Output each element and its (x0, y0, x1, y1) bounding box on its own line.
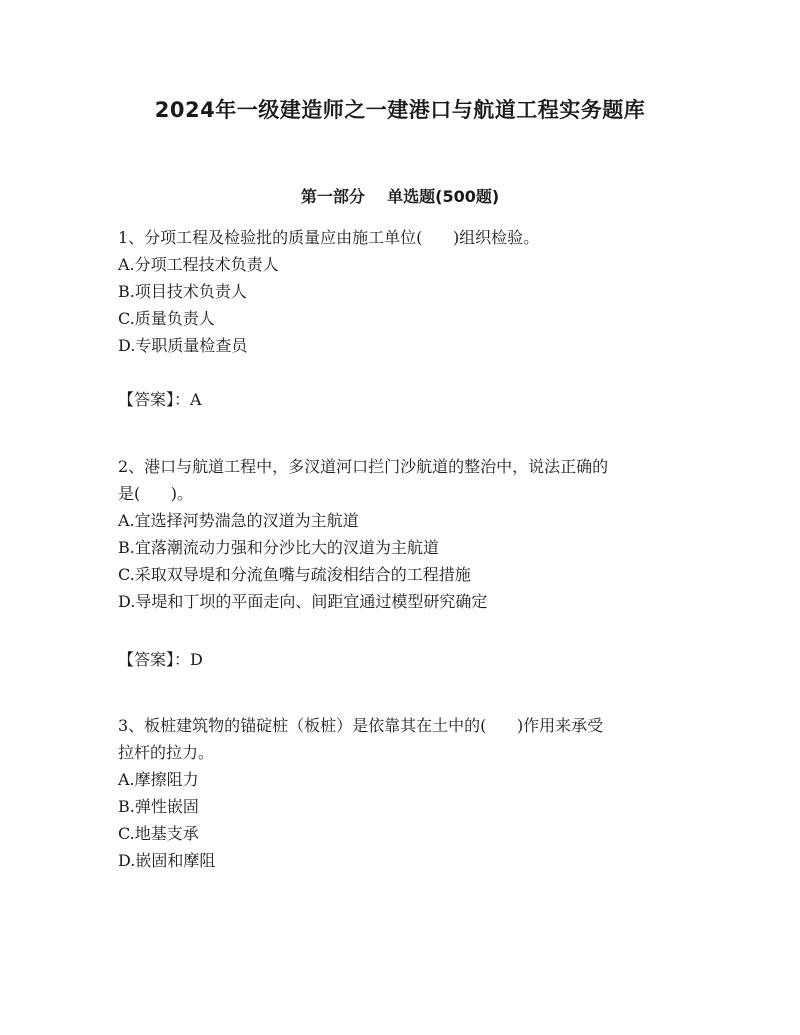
option-c: C.质量负责人 (118, 309, 215, 328)
question-3 (118, 712, 688, 874)
page-title: 2024年一级建造师之一建港口与航道工程实务题库 (154, 98, 646, 122)
option-c: C.采取双导堤和分流鱼嘴与疏浚相结合的工程措施 (118, 565, 471, 584)
answer-2: 【答案】：D (118, 650, 203, 669)
option-b: B.弹性嵌固 (118, 797, 199, 816)
question-2 (118, 453, 688, 615)
question-1 (118, 224, 688, 359)
option-c: C.地基支承 (118, 824, 199, 843)
question-stem: 1、分项工程及检验批的质量应由施工单位( )组织检验。 (118, 228, 540, 247)
option-d: D.专职质量检查员 (118, 336, 248, 355)
option-b: B.宜落潮流动力强和分沙比大的汊道为主航道 (118, 538, 439, 557)
option-d: D.嵌固和摩阻 (118, 851, 216, 870)
question-stem: 2、港口与航道工程中，多汊道河口拦门沙航道的整治中，说法正确的 (118, 457, 609, 476)
option-a: A.分项工程技术负责人 (118, 255, 279, 274)
question-stem-continued: 拉杆的拉力。 (118, 743, 215, 762)
section-heading: 第一部分 单选题(500题) (300, 187, 500, 206)
answer-1: 【答案】：A (118, 390, 202, 409)
option-a: A.摩擦阻力 (118, 770, 199, 789)
option-d: D.导堤和丁坝的平面走向、间距宜通过模型研究确定 (118, 592, 488, 611)
question-stem: 3、板桩建筑物的锚碇桩（板桩）是依靠其在土中的( )作用来承受 (118, 716, 604, 735)
option-b: B.项目技术负责人 (118, 282, 247, 301)
option-a: A.宜选择河势湍急的汊道为主航道 (118, 511, 359, 530)
question-stem-continued: 是( )。 (118, 484, 194, 503)
